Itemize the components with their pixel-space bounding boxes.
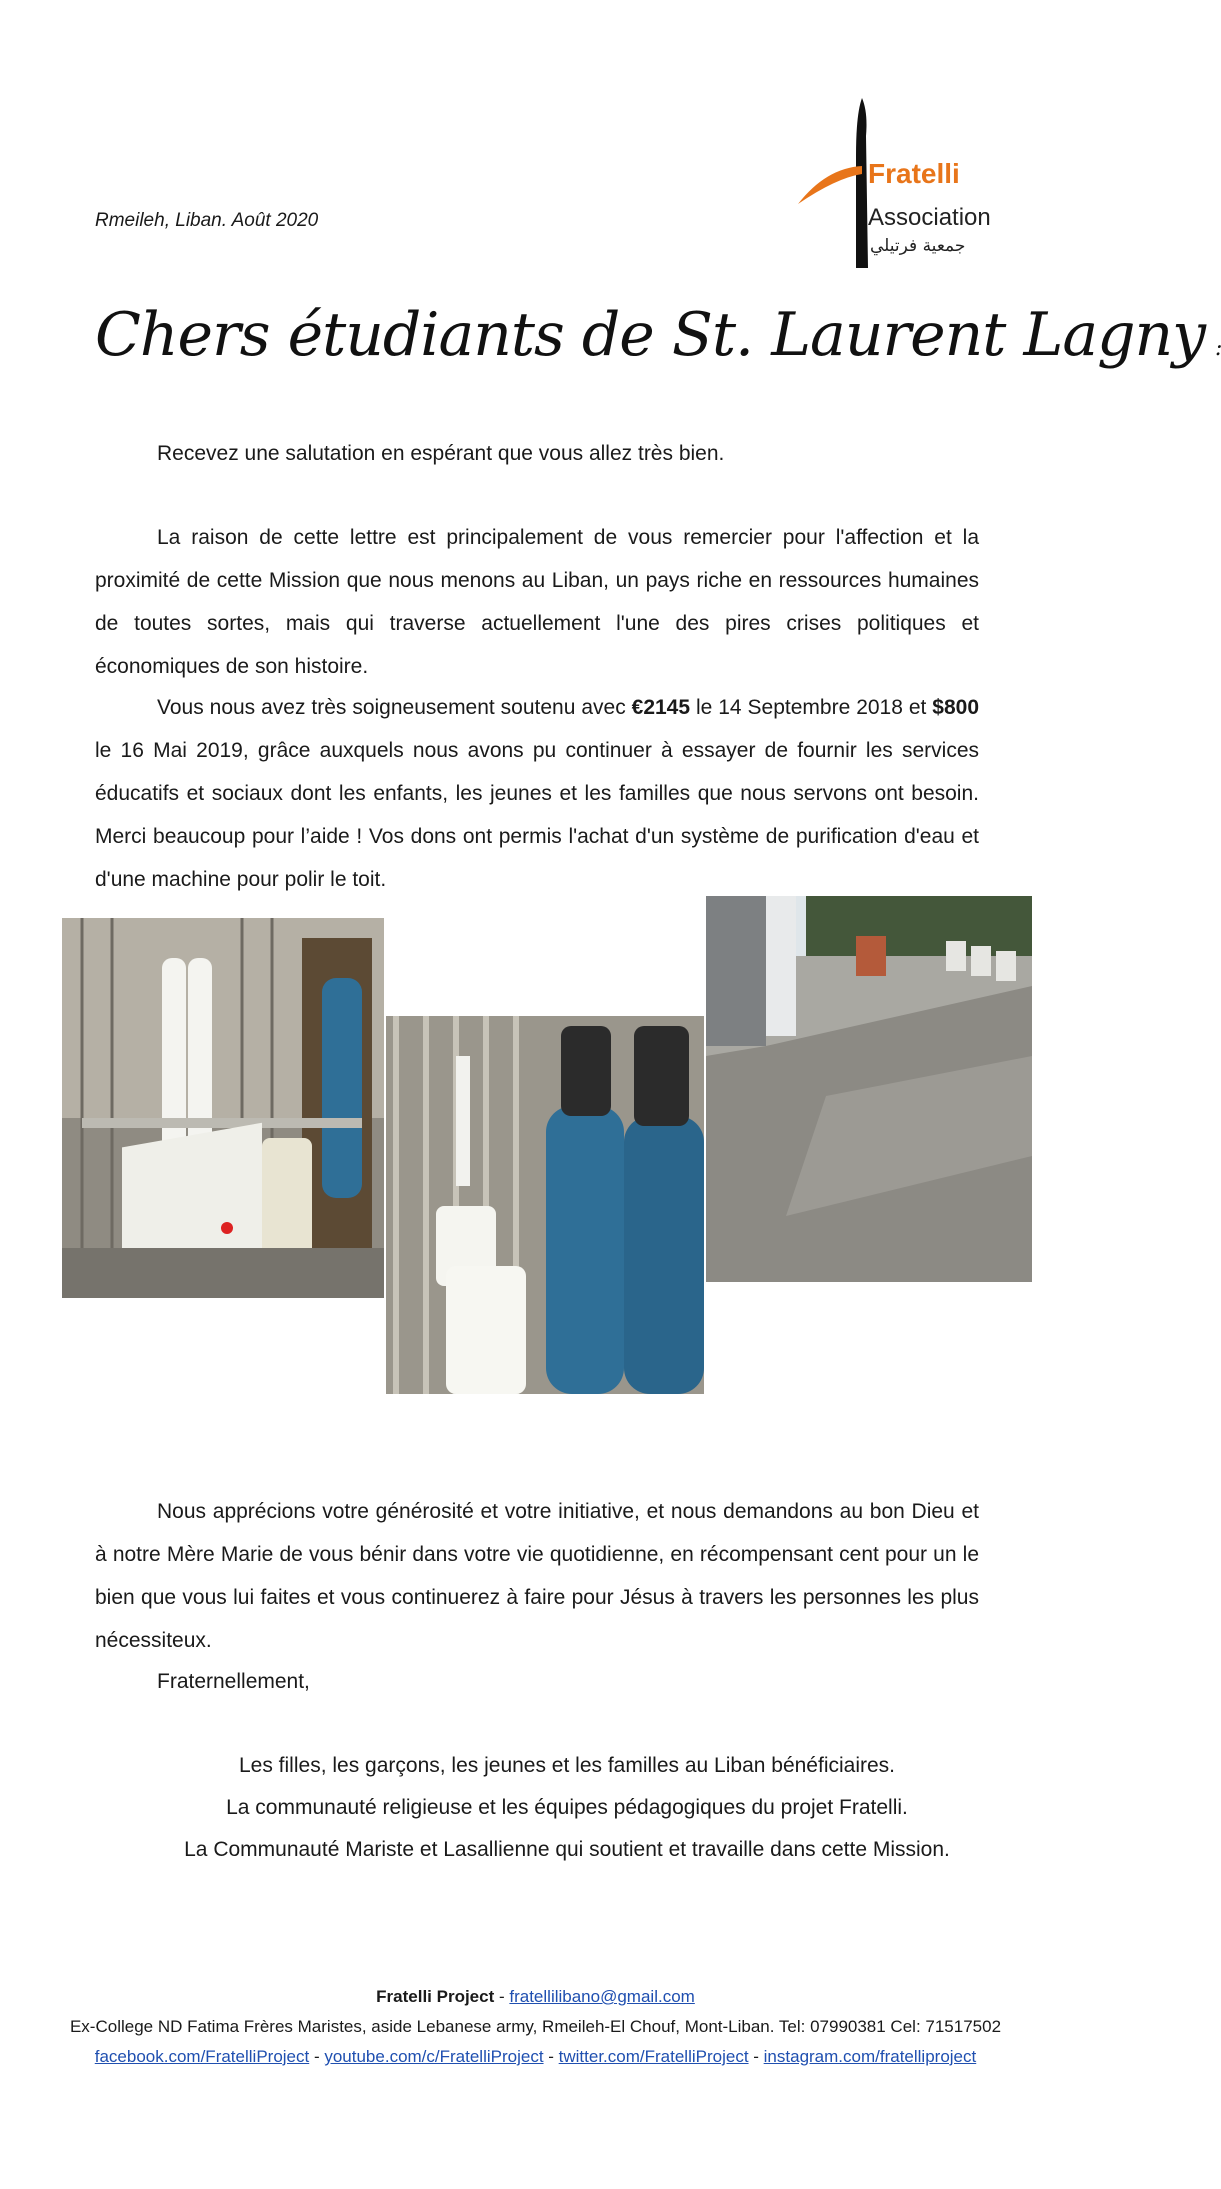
paragraph-appreciation: [95, 1490, 979, 1662]
greeting-text: Recevez une salutation en espérant que vous allez très bien.: [157, 442, 725, 465]
paragraph-reason: [95, 516, 979, 688]
closing-text: Fraternellement,: [157, 1670, 310, 1693]
donation-text-c: le 16 Mai 2019, grâce auxquels nous avons pu continuer à essayer de fournir les services éducatifs et sociaux dont les enfants, les jeunes et les familles que nous servons ont besoin. Merci beaucoup pour l’aide ! Vos dons ont permis l'achat d'un système de purification d'eau et d'une machine pour polir le toit.: [95, 739, 979, 891]
facebook-link[interactable]: facebook.com/FratelliProject: [94, 2047, 310, 2066]
paragraph-greeting: [95, 432, 979, 475]
signature-line-2: La communauté religieuse et les équipes pédagogiques du projet Fratelli.: [226, 1796, 908, 1819]
logo-sub: Association: [868, 204, 991, 231]
photo-blue-tanks: [386, 1016, 704, 1394]
twitter-link[interactable]: twitter.com/FratelliProject: [558, 2047, 749, 2066]
youtube-link[interactable]: youtube.com/c/FratelliProject: [324, 2047, 544, 2066]
photo-roof: [706, 896, 1032, 1282]
signature-line-1: Les filles, les garçons, les jeunes et les familles au Liban bénéficiaires.: [238, 1754, 895, 1777]
footer-separator: -: [543, 2047, 559, 2066]
donation-amount-2: $800: [932, 696, 979, 719]
place-date: Rmeileh, Liban. Août 2020: [95, 210, 319, 231]
footer-separator: -: [309, 2047, 325, 2066]
title-colon: :: [1215, 336, 1221, 361]
footer-separator: -: [748, 2047, 764, 2066]
footer-social-links: [0, 2042, 1071, 2071]
instagram-link[interactable]: instagram.com/fratelliproject: [763, 2047, 977, 2066]
footer-org: Fratelli Project: [376, 1987, 495, 2006]
logo-name: Fratelli: [868, 158, 960, 189]
closing: [95, 1660, 979, 1703]
title-text: Chers étudiants de St. Laurent Lagny: [95, 300, 1206, 370]
appreciation-text: Nous apprécions votre générosité et votre initiative, et nous demandons au bon Dieu et à notre Mère Marie de vous bénir dans votre vie quotidienne, en récompensant cent pour un le bien que vous lui faites et vous continuerez à faire pour Jésus à travers les personnes les plus nécessiteux.: [95, 1500, 979, 1652]
donation-amount-1: €2145: [631, 696, 691, 719]
donation-text-a: Vous nous avez très soigneusement soutenu avec: [157, 696, 632, 719]
donation-text-b: le 14 Septembre 2018 et: [690, 696, 933, 719]
footer-address: Ex-College ND Fatima Frères Maristes, aside Lebanese army, Rmeileh-El Chouf, Mont-Liban. Tel: 07990381 Cel: 71517502: [69, 2017, 1002, 2036]
footer-email-link[interactable]: fratellilibano@gmail.com: [509, 1987, 695, 2006]
signature-line-3: La Communauté Mariste et Lasallienne qui soutient et travaille dans cette Mission.: [184, 1838, 950, 1861]
logo-arabic: جمعية فرتيلي: [870, 236, 966, 256]
footer-contact: [0, 1982, 1071, 2011]
footer-separator: -: [494, 1987, 510, 2006]
reason-text: La raison de cette lettre est principalement de vous remercier pour l'affection et la proximité de cette Mission que nous menons au Liban, un pays riche en ressources humaines de toutes sortes, mais qui traverse actuellement l'une des pires crises politiques et économiques de son histoire.: [95, 526, 979, 678]
paragraph-donation: [95, 686, 979, 901]
letter-title: [95, 300, 1221, 370]
photo-water-system: [62, 918, 384, 1298]
